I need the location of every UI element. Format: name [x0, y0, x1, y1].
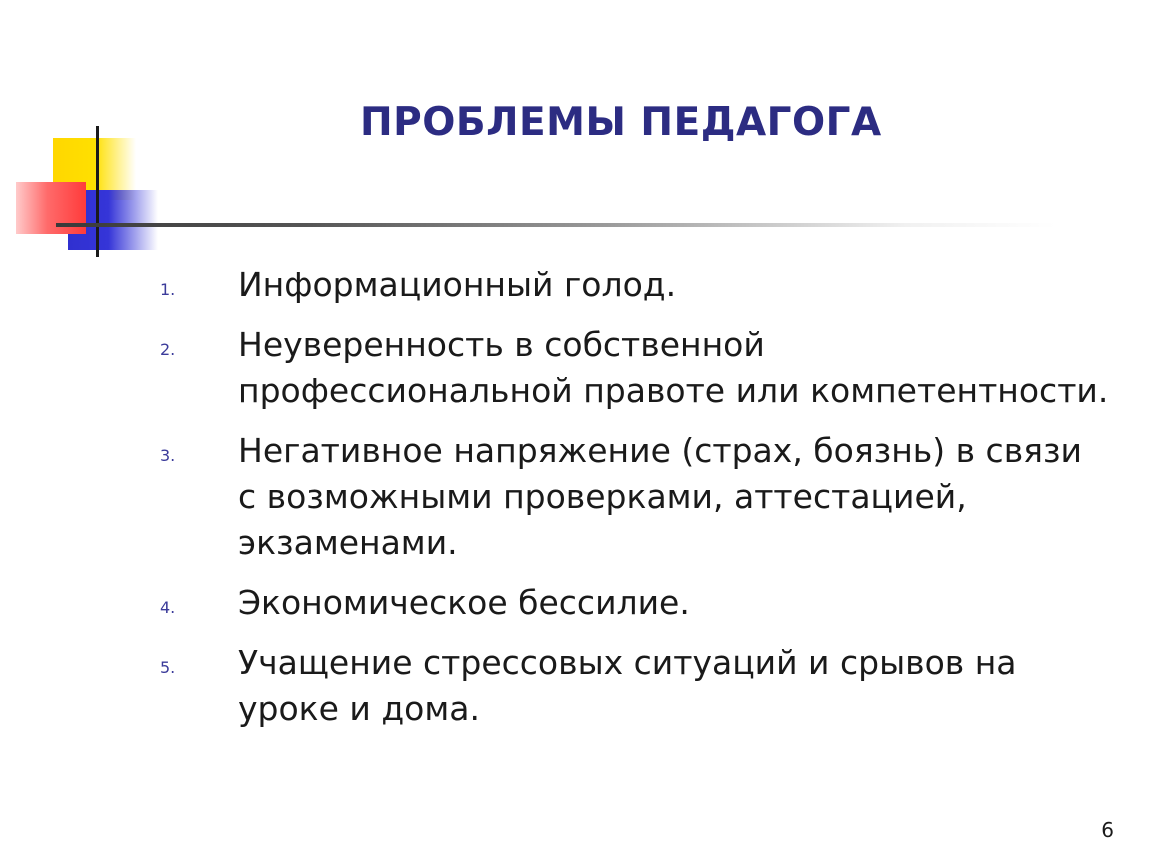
list-item — [0, 428, 1150, 566]
list-item — [0, 640, 1150, 732]
page-number: 6 — [1101, 818, 1114, 842]
list-item — [0, 322, 1150, 414]
list-item-number: 4. — [160, 598, 176, 617]
list-item-number: 1. — [160, 280, 176, 299]
list-item-text: Экономическое бессилие. — [238, 583, 690, 622]
list-item-text: Негативное напряжение (страх, боязнь) в связи с возможными проверками, аттестацией, экзаменами. — [238, 431, 1082, 562]
problems-list — [0, 262, 1150, 746]
list-item-number: 5. — [160, 658, 176, 677]
title-underline-rule — [56, 223, 1056, 227]
list-item-text: Неуверенность в собственной профессиональной правоте или компетентности. — [238, 325, 1109, 410]
slide-title: ПРОБЛЕМЫ ПЕДАГОГА — [360, 100, 882, 145]
list-item-text: Информационный голод. — [238, 265, 677, 304]
list-item — [0, 580, 1150, 626]
vertical-line-decoration — [96, 126, 99, 257]
list-item — [0, 262, 1150, 308]
list-item-number: 2. — [160, 340, 176, 359]
list-item-number: 3. — [160, 446, 176, 465]
list-item-text: Учащение стрессовых ситуаций и срывов на уроке и дома. — [238, 643, 1017, 728]
decorative-corner-graphic — [0, 0, 200, 280]
